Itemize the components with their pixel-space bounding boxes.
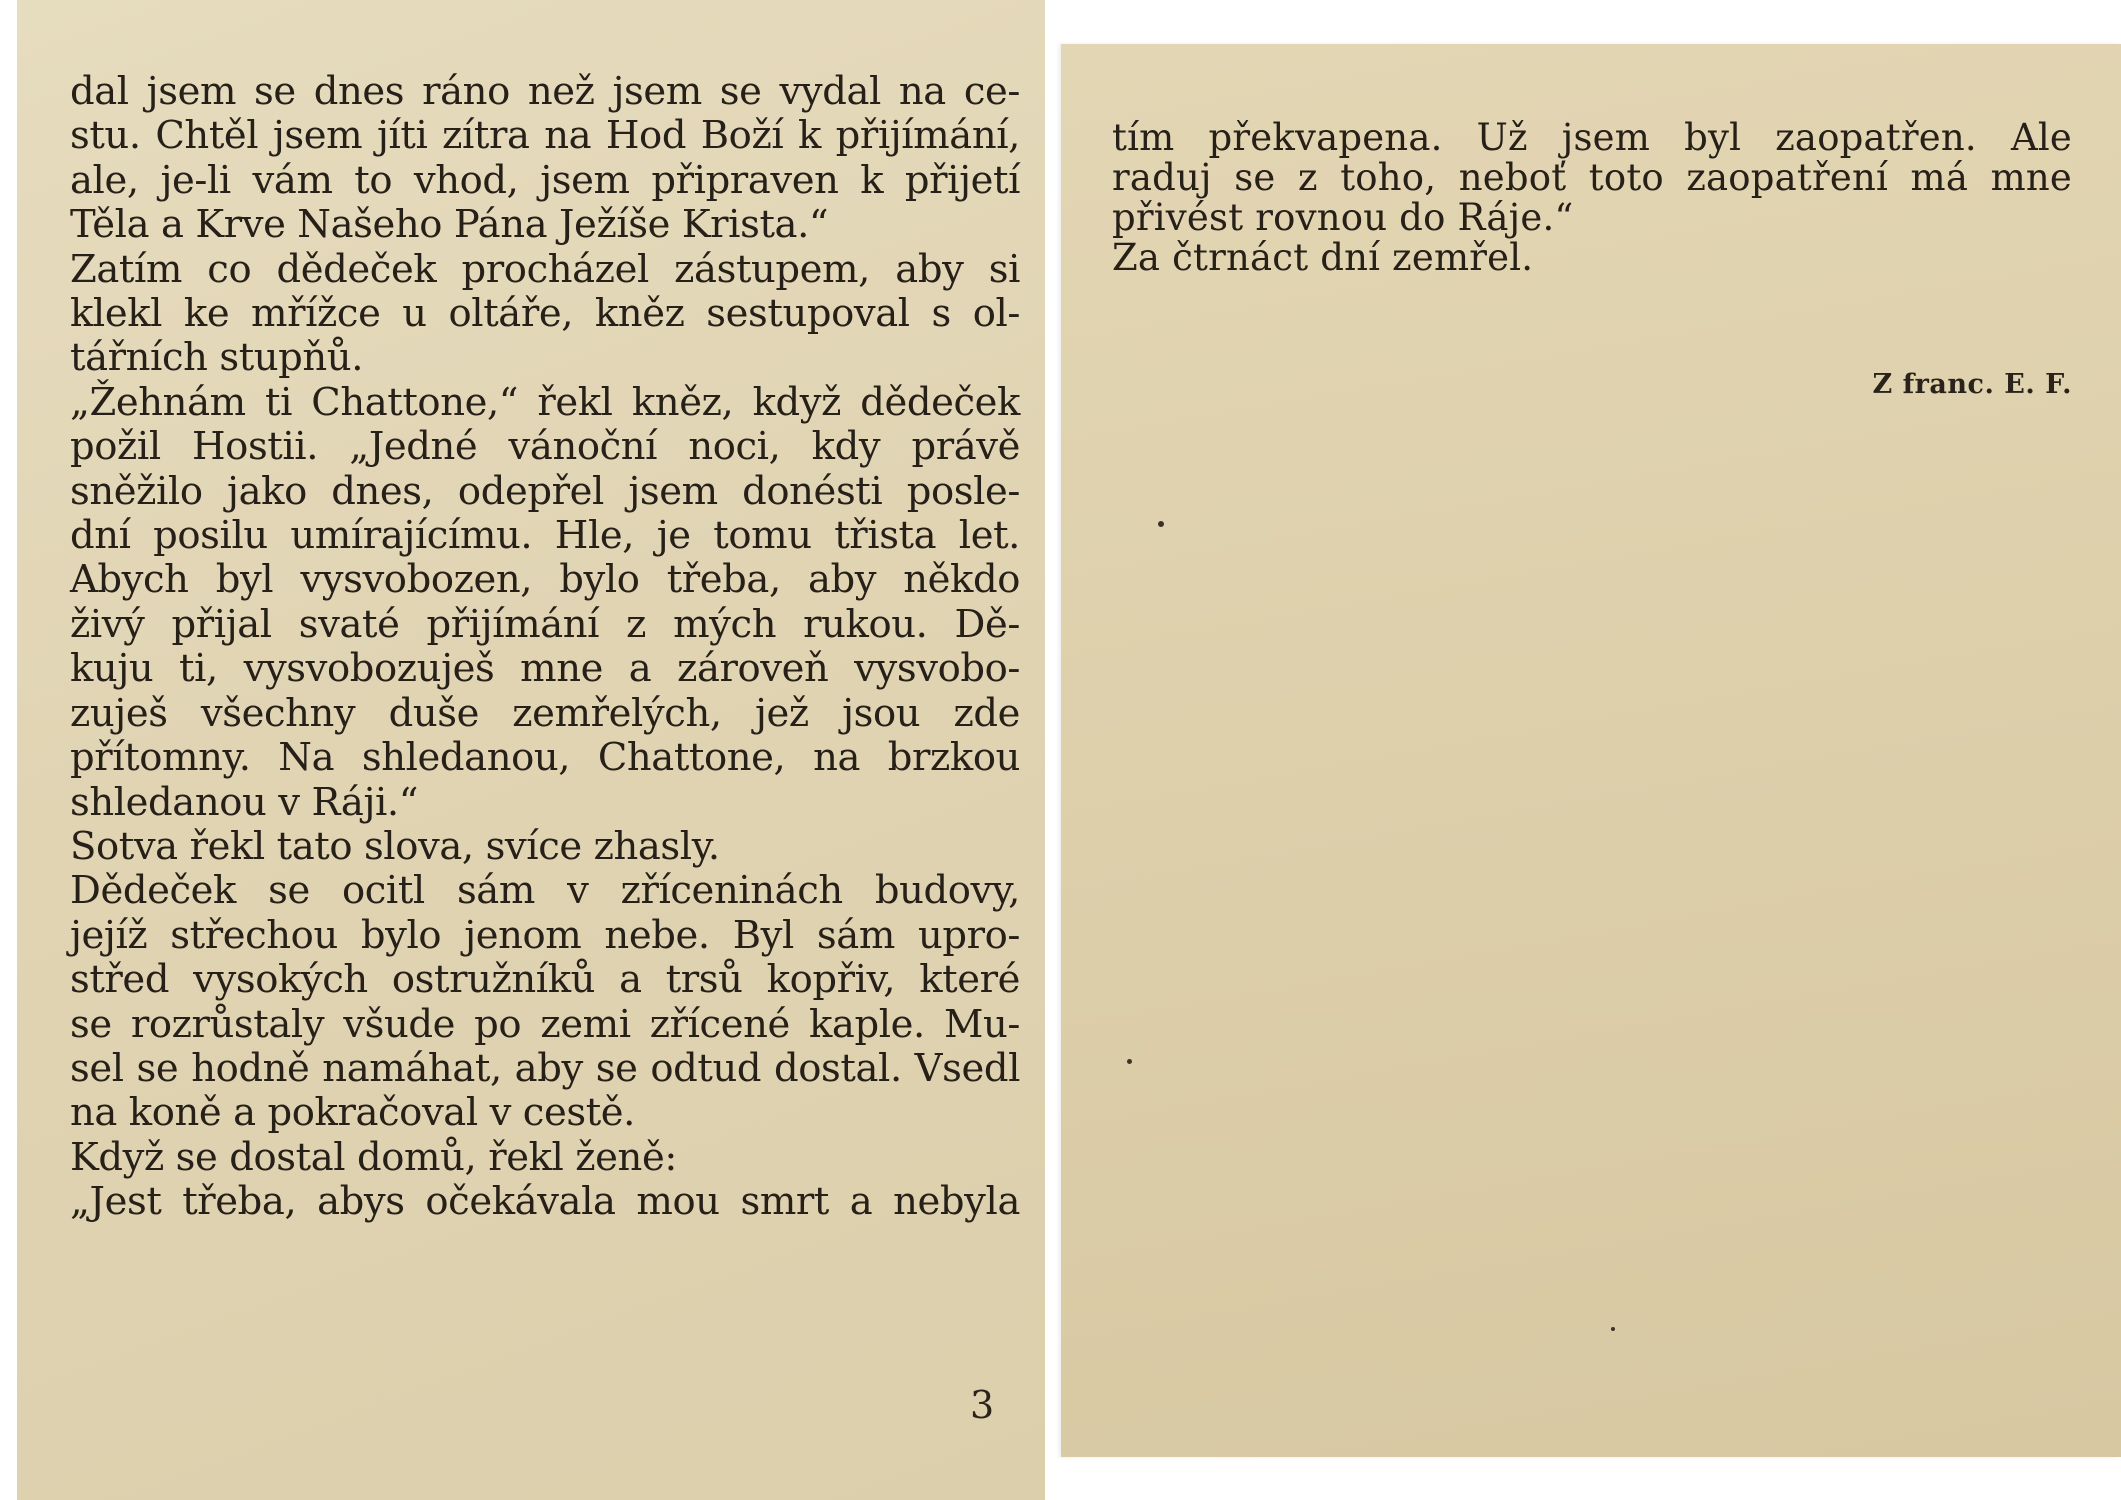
text-line: klekl ke mřížce u oltáře, kněz sestupoval s ol- xyxy=(70,291,1020,337)
text-line: shledanou v Ráji.“ xyxy=(70,779,419,825)
text-line: se rozrůstaly všude po zemi zřícené kaple. Mu- xyxy=(70,1001,1020,1047)
text-line: kuju ti, vysvobozuješ mne a zároveň vysvobo- xyxy=(70,646,1020,692)
paper-speck xyxy=(1158,521,1164,527)
paper-speck xyxy=(1611,1327,1615,1331)
text-line: požil Hostii. „Jedné vánoční noci, kdy právě xyxy=(70,424,1020,470)
paper-speck xyxy=(1127,1059,1132,1064)
text-line: raduj se z toho, neboť toto zaopatření má mne xyxy=(1112,156,2072,199)
text-line: dal jsem se dnes ráno než jsem se vydal na ce- xyxy=(70,69,1020,114)
left-page-text xyxy=(70,70,1020,1225)
text-line: přivést rovnou do Ráje.“ xyxy=(1112,196,1574,239)
text-line: tím překvapena. Už jsem byl zaopatřen. Ale xyxy=(1112,116,2072,159)
text-line: tářních stupňů. xyxy=(70,335,364,381)
text-line: Když se dostal domů, řekl ženě: xyxy=(70,1134,677,1180)
text-line: Za čtrnáct dní zemřel. xyxy=(1112,236,1534,279)
right-page xyxy=(1061,44,2121,1457)
text-line: „Jest třeba, abys očekávala mou smrt a nebyla xyxy=(70,1179,1020,1225)
text-line: ale, je-li vám to vhod, jsem připraven k přijetí xyxy=(70,157,1020,203)
text-line: Dědeček se ocitl sám v zříceninách budovy, xyxy=(70,868,1020,914)
text-line: „Žehnám ti Chattone,“ řekl kněz, když dědeček xyxy=(70,379,1020,425)
text-line: živý přijal svaté přijímání z mých rukou. Dě- xyxy=(70,601,1020,647)
page-number: 3 xyxy=(970,1383,995,1427)
text-line: Abych byl vysvobozen, bylo třeba, aby někdo xyxy=(70,557,1020,603)
text-line: na koně a pokračoval v cestě. xyxy=(70,1090,635,1136)
text-line: dní posilu umírajícímu. Hle, je tomu třista let. xyxy=(70,513,1020,559)
text-line: Těla a Krve Našeho Pána Ježíše Krista.“ xyxy=(70,202,829,248)
text-line: sel se hodně namáhat, aby se odtud dostal. Vsedl xyxy=(70,1045,1020,1091)
attribution: Z franc. E. F. xyxy=(1872,369,2072,400)
text-line: přítomny. Na shledanou, Chattone, na brzkou xyxy=(70,735,1020,781)
text-line: Sotva řekl tato slova, svíce zhasly. xyxy=(70,823,720,869)
text-line: stu. Chtěl jsem jíti zítra na Hod Boží k přijímání, xyxy=(70,113,1020,159)
text-line: jejíž střechou bylo jenom nebe. Byl sám upro- xyxy=(70,912,1020,958)
right-page-text xyxy=(1112,118,2072,278)
text-line: střed vysokých ostružníků a trsů kopřiv, které xyxy=(70,957,1020,1003)
text-line: zuješ všechny duše zemřelých, jež jsou zde xyxy=(70,690,1020,736)
text-line: Zatím co dědeček procházel zástupem, aby si xyxy=(70,246,1020,292)
left-page xyxy=(17,0,1045,1500)
text-line: sněžilo jako dnes, odepřel jsem donésti posle- xyxy=(70,468,1020,514)
